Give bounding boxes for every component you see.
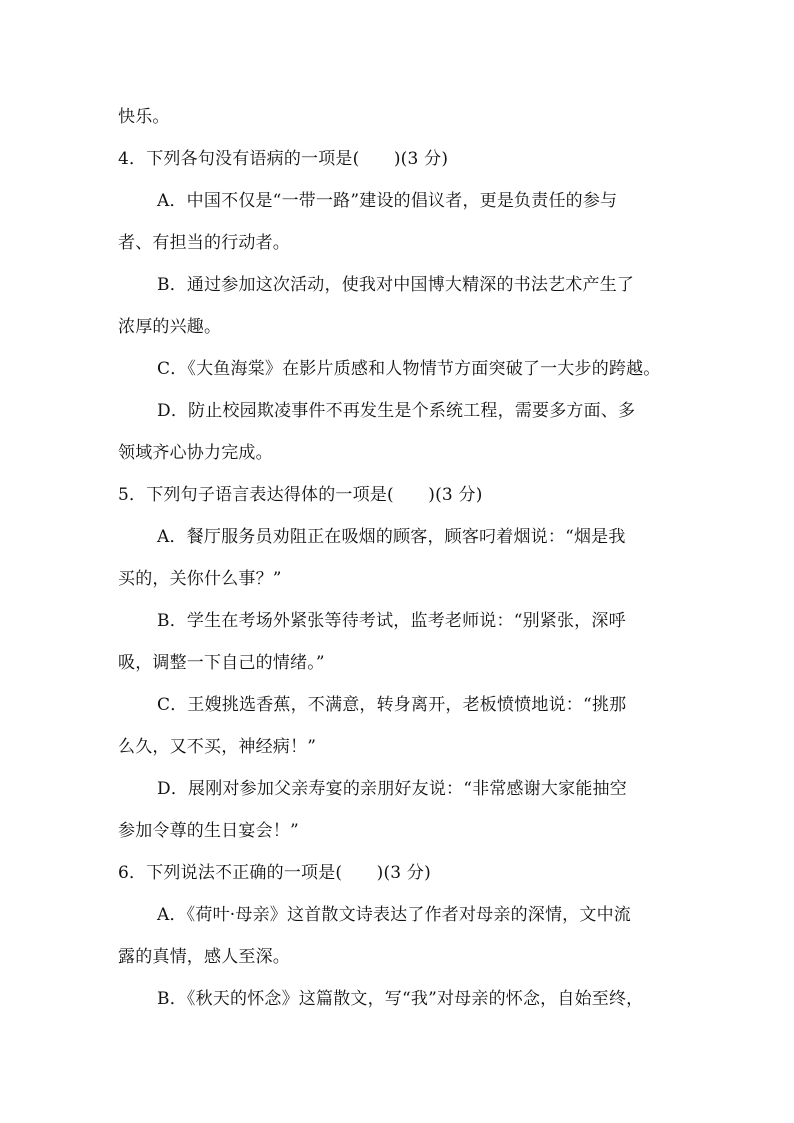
question-5-stem: 5．下列句子语言表达得体的一项是( )(3 分) (118, 485, 483, 505)
question-5-option-b: B．学生在考场外紧张等待考试，监考老师说：“别紧张，深呼 (157, 611, 626, 631)
text-line: 者、有担当的行动者。 (118, 233, 290, 253)
text-line: 露的真情，感人至深。 (118, 947, 290, 967)
question-5-option-c: C．王嫂挑选香蕉，不满意，转身离开，老板愤愤地说：“挑那 (157, 695, 627, 715)
question-6-option-a: A．《荷叶·母亲》这首散文诗表达了作者对母亲的深情，文中流 (157, 905, 631, 925)
text-line: 快乐。 (118, 107, 170, 127)
text-line: 么久，又不买，神经病！” (118, 737, 317, 757)
question-4-stem: 4．下列各句没有语病的一项是( )(3 分) (118, 149, 449, 169)
question-4-option-d: D．防止校园欺凌事件不再发生是个系统工程，需要多方面、多 (157, 401, 636, 421)
text-line: 买的，关你什么事？” (118, 569, 282, 589)
text-line: 浓厚的兴趣。 (118, 317, 222, 337)
question-6-option-b: B．《秋天的怀念》这篇散文，写“我”对母亲的怀念，自始至终， (157, 989, 644, 1009)
text-line: 参加令尊的生日宴会！” (118, 821, 299, 841)
text-line: 吸，调整一下自己的情绪。” (118, 653, 325, 673)
question-4-option-b: B．通过参加这次活动，使我对中国博大精深的书法艺术产生了 (157, 275, 635, 295)
question-5-option-d: D．展刚对参加父亲寿宴的亲朋好友说：“非常感谢大家能抽空 (157, 779, 627, 799)
question-4-option-a: A．中国不仅是“一带一路”建设的倡议者，更是负责任的参与 (157, 191, 618, 211)
question-6-stem: 6．下列说法不正确的一项是( )(3 分) (118, 863, 431, 883)
question-4-option-c: C．《大鱼海棠》在影片质感和人物情节方面突破了一大步的跨越。 (157, 359, 661, 379)
question-5-option-a: A．餐厅服务员劝阻正在吸烟的顾客，顾客叼着烟说：“烟是我 (157, 527, 626, 547)
text-line: 领域齐心协力完成。 (118, 443, 273, 463)
